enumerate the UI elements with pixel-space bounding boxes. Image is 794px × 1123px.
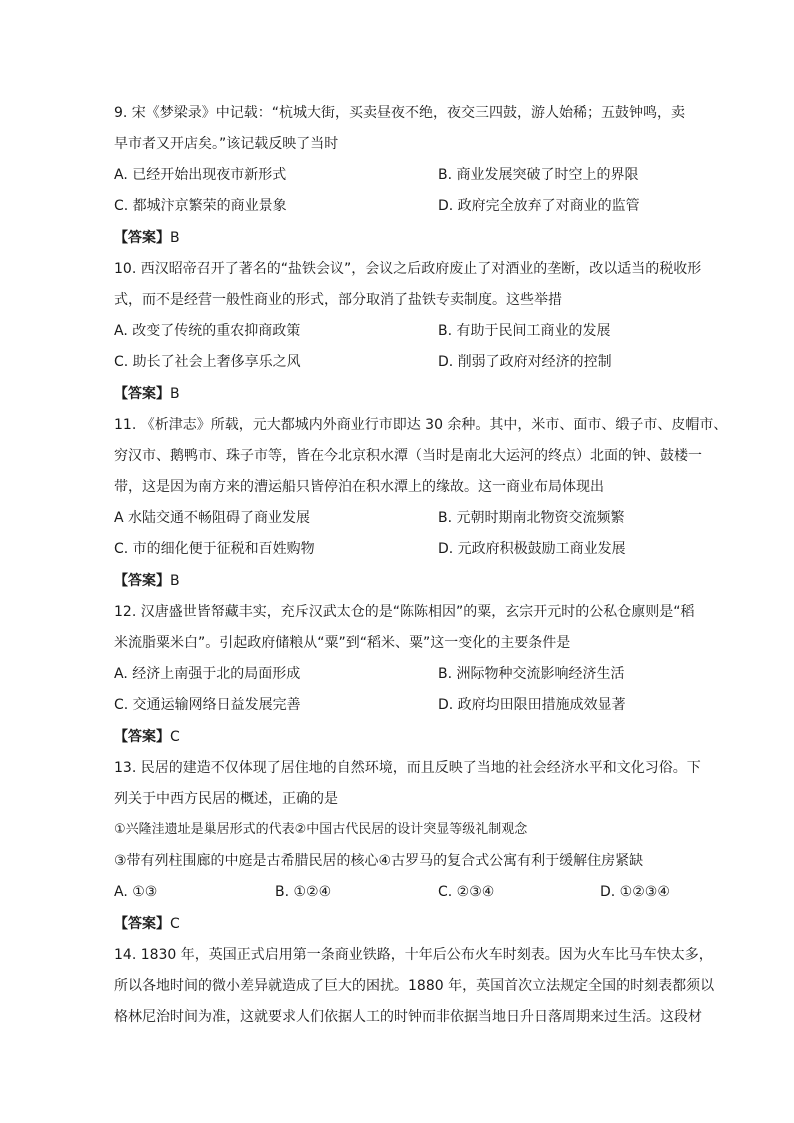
answer-label: 【答案】 (114, 916, 170, 932)
q11-stem-line-3: 带，这是因为南方来的漕运船只皆停泊在积水潭上的缘故。这一商业布局体现出 (114, 479, 604, 495)
q10-option-a: A. 改变了传统的重农抑商政策 (114, 323, 301, 339)
q11-option-d: D. 元政府积极鼓励工商业发展 (438, 541, 626, 557)
q9-option-d: D. 政府完全放弃了对商业的监管 (438, 198, 640, 214)
answer-value: C (170, 729, 180, 745)
answer-label: 【答案】 (114, 386, 170, 402)
q14-stem-line-2: 所以各地时间的微小差异就造成了巨大的困扰。1880 年，英国首次立法规定全国的时刻表都须以 (114, 978, 715, 994)
q11-stem-line-2: 穷汉市、鹅鸭市、珠子市等，皆在今北京积水潭（当时是南北大运河的终点）北面的钟、鼓楼一 (114, 448, 702, 464)
q11-option-b: B. 元朝时期南北物资交流频繁 (438, 510, 625, 526)
answer-label: 【答案】 (114, 573, 170, 589)
answer-value: B (170, 386, 180, 402)
q12-option-a: A. 经济上南强于北的局面形成 (114, 666, 301, 682)
q10-option-b: B. 有助于民间工商业的发展 (438, 323, 611, 339)
q12-option-b: B. 洲际物种交流影响经济生活 (438, 666, 625, 682)
q13-option-b: B. ①②④ (275, 884, 332, 900)
q13-answer (114, 915, 180, 933)
q13-statement-line-1: ①兴隆洼遗址是巢居形式的代表②中国古代民居的设计突显等级礼制观念 (114, 822, 528, 837)
q13-option-c: C. ②③④ (438, 884, 495, 900)
q12-stem-line-1: 12. 汉唐盛世皆帑藏丰实，充斥汉武太仓的是“陈陈相因”的粟，玄宗开元时的公私仓廪则是“稻 (114, 604, 695, 620)
q12-option-d: D. 政府均田限田措施成效显著 (438, 697, 626, 713)
q13-stem-line-1: 13. 民居的建造不仅体现了居住地的自然环境，而且反映了当地的社会经济水平和文化习俗。下 (114, 760, 701, 776)
q14-stem-line-3: 格林尼治时间为准，这就要求人们依据人工的时钟而非依据当地日升日落周期来过生活。这段材 (114, 1009, 702, 1025)
answer-label: 【答案】 (114, 230, 170, 246)
q11-answer (114, 572, 180, 590)
q10-stem-line-2: 式，而不是经营一般性商业的形式，部分取消了盐铁专卖制度。这些举措 (114, 292, 562, 308)
answer-value: C (170, 916, 180, 932)
q9-option-c: C. 都城汴京繁荣的商业景象 (114, 198, 287, 214)
q12-option-c: C. 交通运输网络日益发展完善 (114, 697, 301, 713)
answer-value: B (170, 230, 180, 246)
answer-label: 【答案】 (114, 729, 170, 745)
q11-option-c: C. 市的细化便于征税和百姓购物 (114, 541, 315, 557)
q9-option-a: A. 已经开始出现夜市新形式 (114, 167, 287, 183)
q12-answer (114, 728, 180, 746)
q13-statement-line-2: ③带有列柱围廊的中庭是古希腊民居的核心④古罗马的复合式公寓有利于缓解住房紧缺 (114, 853, 644, 869)
q14-stem-line-1: 14. 1830 年，英国正式启用第一条商业铁路，十年后公布火车时刻表。因为火车比马车快太多， (114, 947, 713, 963)
q13-option-a: A. ①③ (114, 884, 158, 900)
q9-option-b: B. 商业发展突破了时空上的界限 (438, 167, 639, 183)
q10-answer (114, 385, 180, 403)
q12-stem-line-2: 米流脂粟米白”。引起政府储粮从“粟”到“稻米、粟”这一变化的主要条件是 (114, 635, 571, 651)
q9-stem-line-2: 早市者又开店矣。”该记载反映了当时 (114, 136, 339, 152)
q13-option-d: D. ①②③④ (600, 884, 670, 900)
answer-value: B (170, 573, 180, 589)
q11-option-a: A 水陆交通不畅阻碍了商业发展 (114, 510, 311, 526)
q10-option-d: D. 削弱了政府对经济的控制 (438, 354, 612, 370)
q9-stem-line-1: 9. 宋《梦梁录》中记载：“杭城大街，买卖昼夜不绝，夜交三四鼓，游人始稀；五鼓钟鸣，卖 (114, 105, 686, 121)
q13-stem-line-2: 列关于中西方民居的概述，正确的是 (114, 791, 338, 807)
q11-stem-line-1: 11. 《析津志》所载，元大都城内外商业行市即达 30 余种。其中，米市、面市、缎子市、皮帽市、 (114, 417, 728, 433)
q10-option-c: C. 助长了社会上奢侈享乐之风 (114, 354, 301, 370)
q9-answer (114, 229, 180, 247)
q10-stem-line-1: 10. 西汉昭帝召开了著名的“盐铁会议”，会议之后政府废止了对酒业的垄断，改以适当的税收形 (114, 261, 702, 277)
